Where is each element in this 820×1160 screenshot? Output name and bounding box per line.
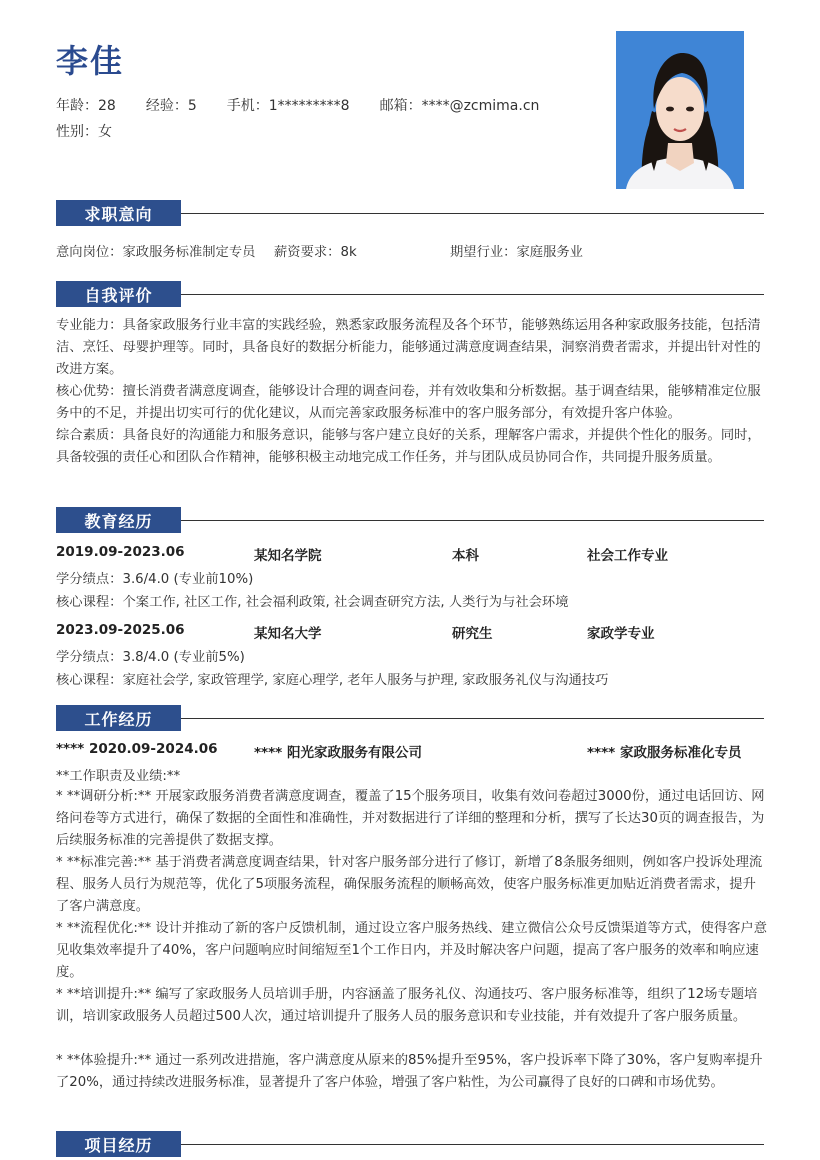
- phone-field: 手机：1*********8: [226, 98, 350, 114]
- work-item-research: * **调研分析:** 开展家政服务消费者满意度调查，覆盖了15个服务项目，收集有效问卷超过3000份，通过电话回访、网络问卷等方式进行，确保了数据的全面性和准确性，并对数据进行了详细的整理和分析，撰写了长达30页的调查报告，为后续服务标准的完善提供了数据支撑。: [56, 789, 765, 848]
- work-item-standards: * **标准完善:** 基于消费者满意度调查结果，针对客户服务部分进行了修订，新增了8条服务细则，例如客户投诉处理流程、服务人员行为规范等，优化了5项服务流程，确保服务流程的顺畅高效，使客户服务标准更加贴近消费者需求，提升了客户满意度。: [56, 855, 763, 914]
- section-header-self-eval: [56, 281, 764, 307]
- self-eval-professional: 专业能力：具备家政服务行业丰富的实践经验，熟悉家政服务流程及各个环节，能够熟练运用各种家政服务技能，包括清洁、烹饪、母婴护理等。同时，具备良好的数据分析能力，能够通过满意度调查结果，洞察消费者需求，并提出针对性的改进方案。: [56, 318, 761, 377]
- work-entry-header: [56, 741, 764, 763]
- age-field: 年龄：28: [56, 98, 116, 114]
- work-period: **** 2020.09-2024.06: [56, 741, 218, 757]
- edu-gpa: 学分绩点：3.6/4.0 (专业前10%): [56, 572, 254, 587]
- profile-photo: [616, 31, 744, 189]
- work-item-training: * **培训提升:** 编写了家政服务人员培训手册，内容涵盖了服务礼仪、沟通技巧、客户服务标准等，组织了12场专题培训，培训家政服务人员超过500人次，通过培训提升了服务人员的服务意识和专业技能，并有效提升了客户服务质量。: [56, 987, 758, 1024]
- section-divider: [181, 520, 764, 521]
- section-divider: [181, 1144, 764, 1145]
- section-header-education: [56, 507, 764, 533]
- self-eval-quality: 综合素质：具备良好的沟通能力和服务意识，能够与客户建立良好的关系，理解客户需求，并提供个性化的服务。同时，具备较强的责任心和团队合作精神，能够积极主动地完成工作任务，并与团队成员协同合作，共同提升服务质量。: [56, 428, 761, 465]
- intent-position: 意向岗位：家政服务标准制定专员: [56, 245, 256, 260]
- intent-salary: 薪资要求：8k: [274, 245, 357, 260]
- gender-row: [56, 121, 142, 141]
- edu-major: 家政学专业: [587, 626, 655, 642]
- education-entry-header: [56, 544, 764, 566]
- edu-degree: 研究生: [452, 626, 493, 642]
- portrait-illustration: [616, 31, 744, 189]
- section-title: 求职意向: [56, 200, 181, 226]
- section-divider: [181, 718, 764, 719]
- edu-courses: 核心课程：家庭社会学, 家政管理学, 家庭心理学, 老年人服务与护理, 家政服务礼仪与沟通技巧: [56, 673, 609, 688]
- work-item-process: * **流程优化:** 设计并推动了新的客户反馈机制，通过设立客户服务热线、建立微信公众号反馈渠道等方式，使得客户意见收集效率提升了40%，客户问题响应时间缩短至1个工作日内，并及时解决客户问题，提高了客户服务的效率和响应速度。: [56, 921, 768, 980]
- work-title: **** 家政服务标准化专员: [587, 745, 742, 761]
- section-title: 项目经历: [56, 1131, 181, 1157]
- candidate-name: 李佳: [56, 42, 125, 80]
- gender-field: 性别：女: [56, 124, 112, 140]
- section-divider: [181, 294, 764, 295]
- work-duties-label: **工作职责及业绩:**: [56, 769, 181, 784]
- email-field: 邮箱：****@zcmima.cn: [379, 98, 540, 114]
- edu-courses: 核心课程：个案工作, 社区工作, 社会福利政策, 社会调查研究方法, 人类行为与社会环境: [56, 595, 569, 610]
- edu-school: 某知名学院: [254, 548, 322, 564]
- section-header-work: [56, 705, 764, 731]
- self-eval-strength: 核心优势：擅长消费者满意度调查，能够设计合理的调查问卷，并有效收集和分析数据。基于调查结果，能够精准定位服务中的不足，并提出切实可行的优化建议，从而完善家政服务标准中的客户服务部分，有效提升客户体验。: [56, 384, 761, 421]
- experience-field: 经验：5: [145, 98, 197, 114]
- edu-period: 2023.09-2025.06: [56, 622, 185, 638]
- edu-period: 2019.09-2023.06: [56, 544, 185, 560]
- section-title: 自我评价: [56, 281, 181, 307]
- edu-gpa: 学分绩点：3.8/4.0 (专业前5%): [56, 650, 245, 665]
- section-divider: [181, 213, 764, 214]
- section-title: 工作经历: [56, 705, 181, 731]
- contact-row: [56, 95, 569, 115]
- work-company: **** 阳光家政服务有限公司: [254, 745, 422, 761]
- work-item-experience: * **体验提升:** 通过一系列改进措施，客户满意度从原来的85%提升至95%，客户投诉率下降了30%，客户复购率提升了20%，通过持续改进服务标准，显著提升了客户体验，增强了客户粘性，为公司赢得了良好的口碑和市场优势。: [56, 1053, 763, 1090]
- section-title: 教育经历: [56, 507, 181, 533]
- section-header-project: [56, 1131, 764, 1157]
- edu-degree: 本科: [452, 548, 479, 564]
- intent-industry: 期望行业：家庭服务业: [450, 245, 583, 260]
- edu-school: 某知名大学: [254, 626, 322, 642]
- section-header-intent: [56, 200, 764, 226]
- edu-major: 社会工作专业: [587, 548, 668, 564]
- education-entry-header: [56, 622, 764, 644]
